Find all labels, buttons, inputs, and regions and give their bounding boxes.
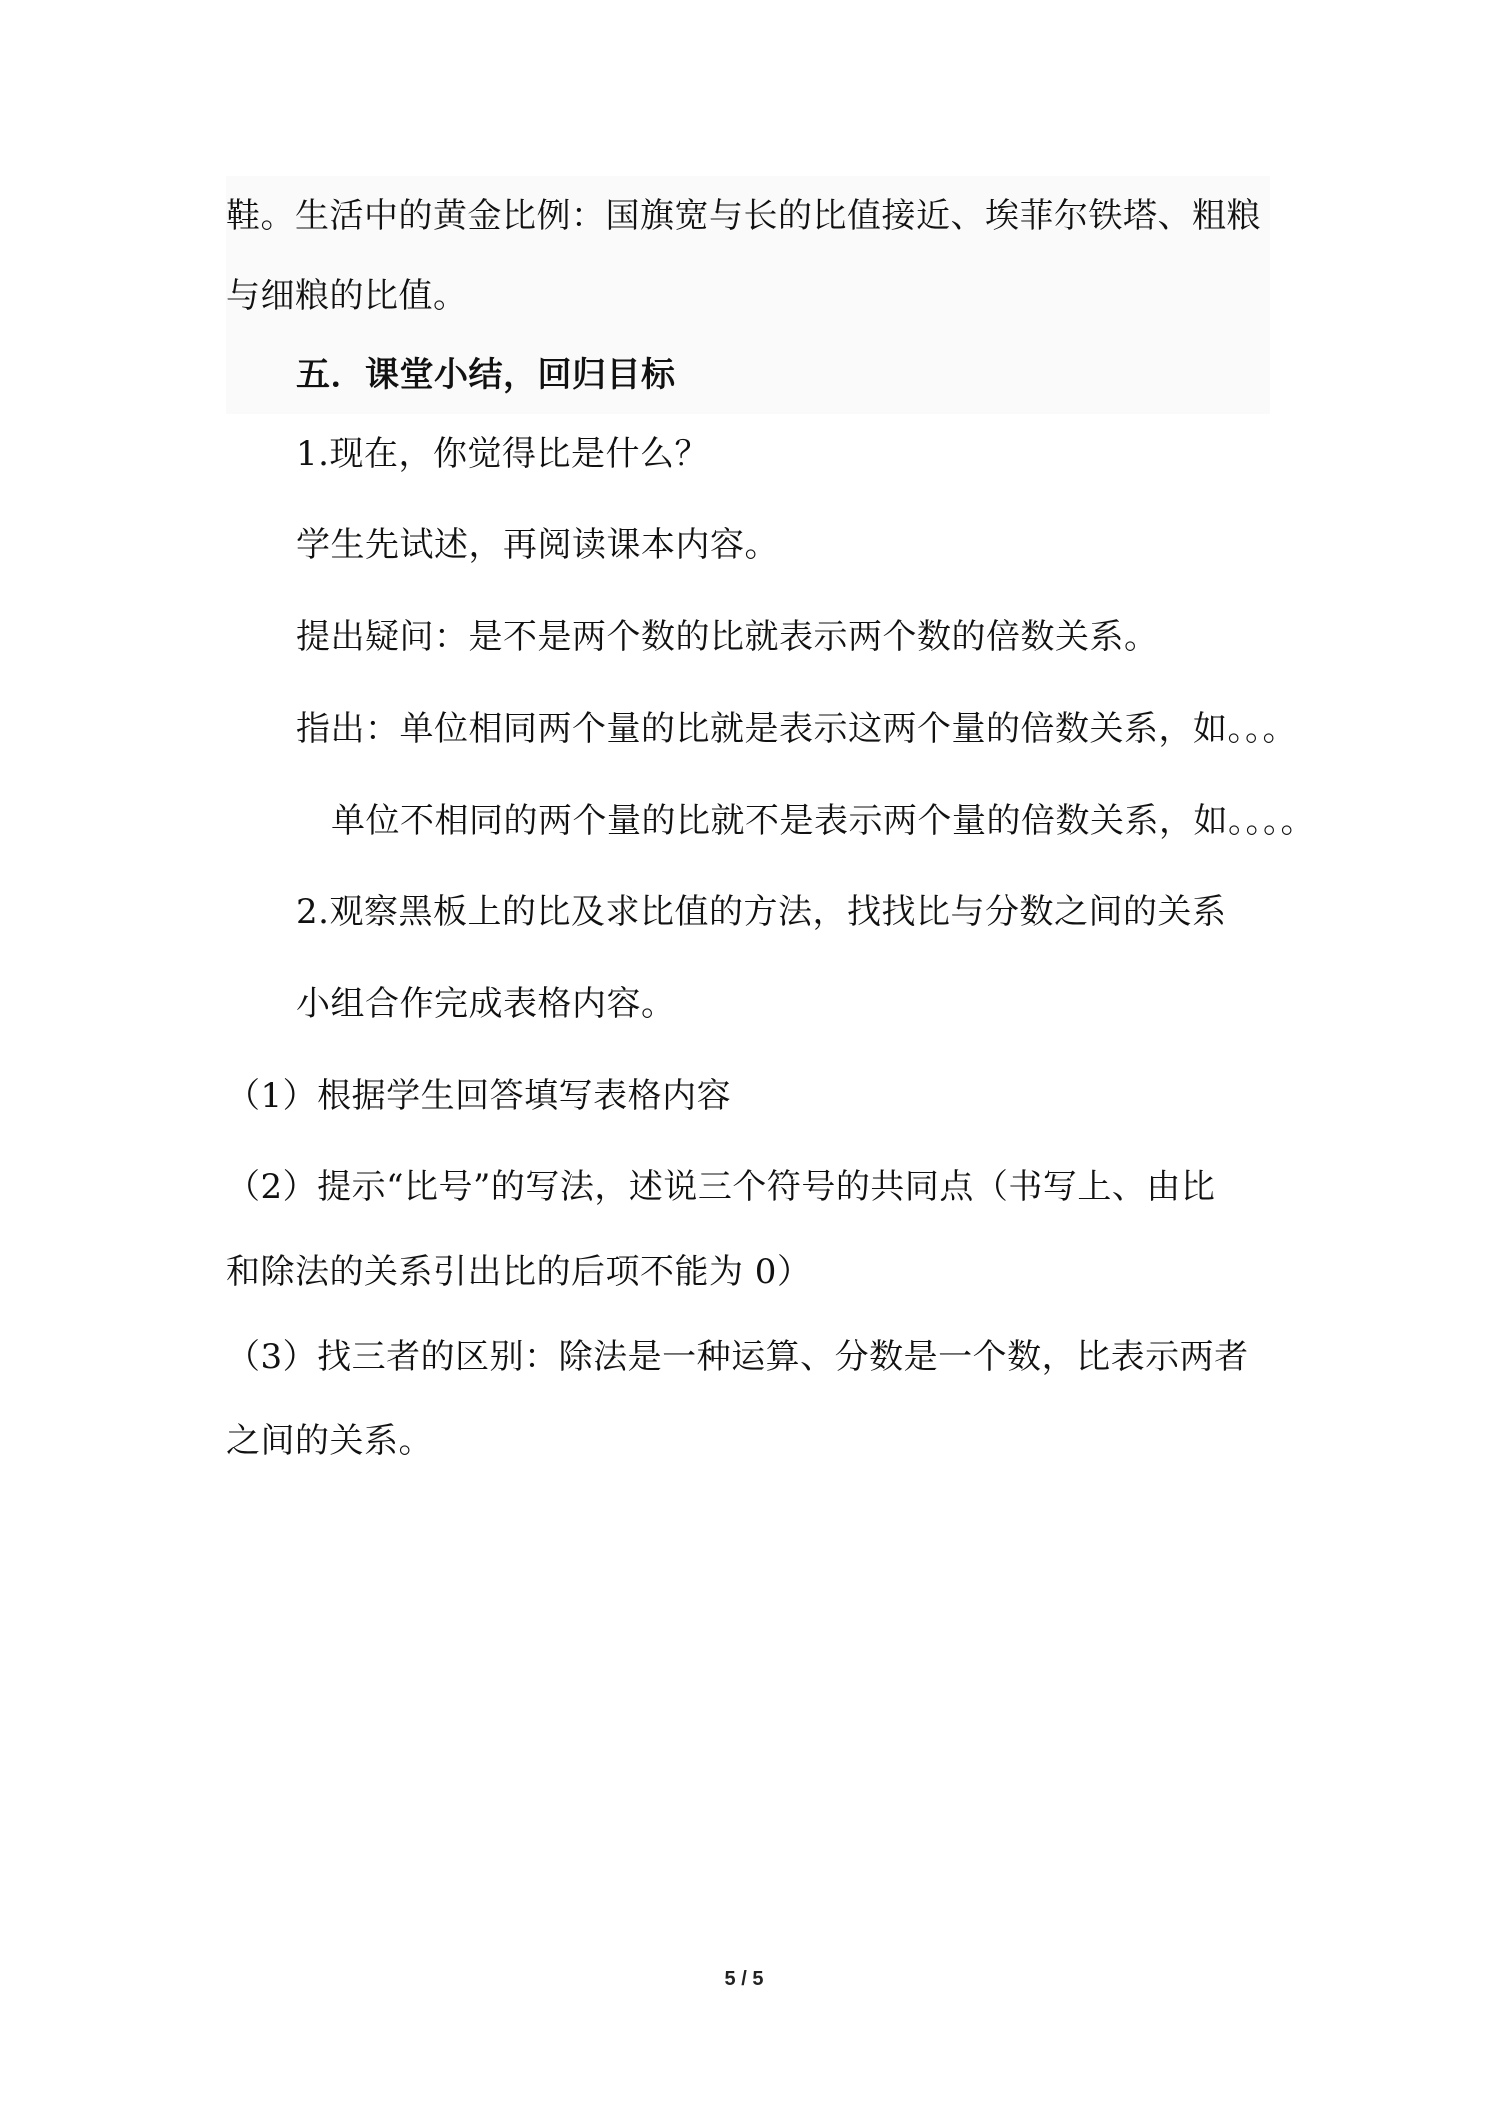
paragraph-line: 2.观察黑板上的比及求比值的方法，找找比与分数之间的关系 (296, 892, 1227, 932)
paragraph-line: 鞋。生活中的黄金比例：国旗宽与长的比值接近、埃菲尔铁塔、粗粮 (226, 196, 1261, 236)
paragraph-line: 1.现在，你觉得比是什么？ (296, 434, 709, 474)
paragraph-line: 单位不相同的两个量的比就不是表示两个量的倍数关系，如。。。。 (331, 801, 1315, 841)
paragraph-line: 之间的关系。 (226, 1421, 433, 1461)
section-heading: 五．课堂小结，回归目标 (296, 355, 676, 395)
paragraph-line: 学生先试述，再阅读课本内容。 (296, 525, 779, 565)
paragraph-line: 指出：单位相同两个量的比就是表示这两个量的倍数关系，如。。。 (296, 709, 1297, 749)
list-item: （2）提示“比号”的写法，述说三个符号的共同点（书写上、由比 (226, 1167, 1216, 1207)
page-number: 5 / 5 (724, 1968, 764, 1990)
list-item: （1）根据学生回答填写表格内容 (226, 1076, 732, 1116)
paragraph-line: 和除法的关系引出比的后项不能为 0） (226, 1252, 812, 1292)
paragraph-line: 提出疑问：是不是两个数的比就表示两个数的倍数关系。 (296, 617, 1159, 657)
paragraph-line: 小组合作完成表格内容。 (296, 984, 676, 1024)
paragraph-line: 与细粮的比值。 (226, 276, 468, 316)
list-item: （3）找三者的区别：除法是一种运算、分数是一个数，比表示两者 (226, 1337, 1249, 1377)
